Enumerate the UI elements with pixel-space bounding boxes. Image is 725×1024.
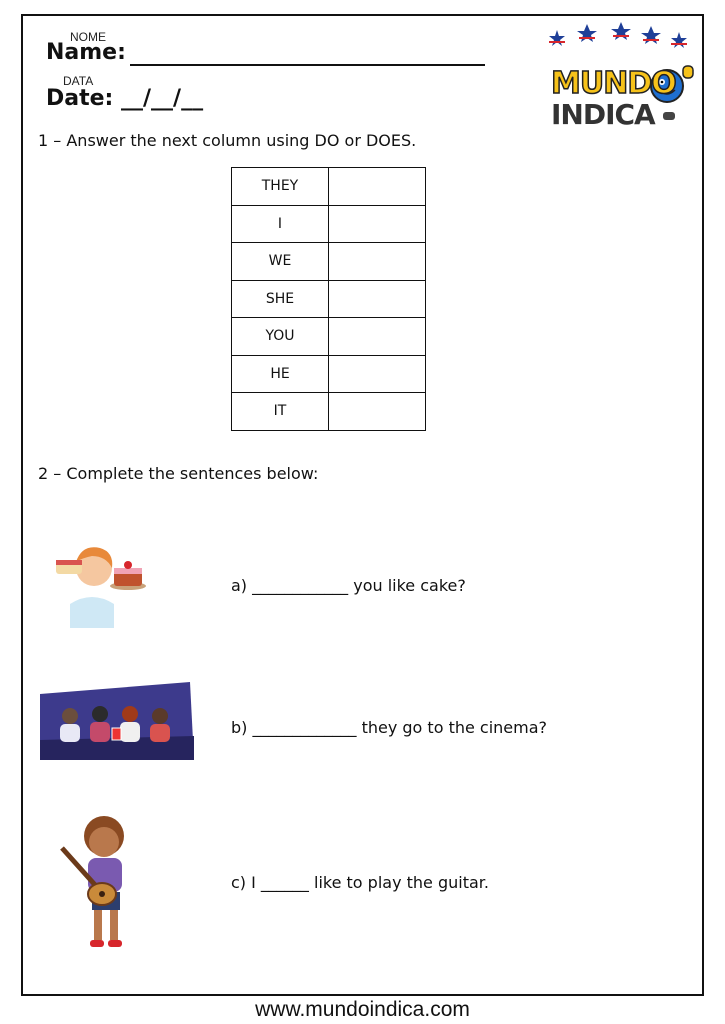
- date-small-label: DATA: [63, 74, 94, 88]
- boy-playing-guitar-illustration: [56, 808, 142, 954]
- table-row: [232, 243, 426, 281]
- pronoun-cell: THEY: [232, 168, 329, 206]
- sentence-a: a) ____________ you like cake?: [231, 576, 466, 595]
- pronoun-cell: WE: [232, 243, 329, 281]
- answer-cell[interactable]: [329, 393, 426, 431]
- name-label: Name:: [46, 40, 126, 65]
- name-small-label: NOME: [70, 30, 106, 44]
- table-row: [232, 168, 426, 206]
- answer-cell[interactable]: [329, 243, 426, 281]
- pronoun-cell: YOU: [232, 318, 329, 356]
- answer-cell[interactable]: [329, 318, 426, 356]
- table-row: [232, 318, 426, 356]
- answer-cell[interactable]: [329, 205, 426, 243]
- date-label: Date: __/__/__: [46, 86, 204, 111]
- table-row: [232, 280, 426, 318]
- sentence-b: b) _____________ they go to the cinema?: [231, 718, 548, 737]
- section2-title: 2 – Complete the sentences below:: [38, 464, 319, 483]
- child-eating-cake-illustration: [52, 540, 148, 628]
- pronoun-table: [231, 167, 426, 431]
- table-row: [232, 205, 426, 243]
- logo-line1: MUNDO: [551, 66, 676, 101]
- pronoun-cell: IT: [232, 393, 329, 431]
- mundo-indica-logo: [545, 22, 705, 134]
- sentence-c: c) I ______ like to play the guitar.: [231, 873, 489, 892]
- table-row: [232, 393, 426, 431]
- answer-cell[interactable]: [329, 280, 426, 318]
- footer-url[interactable]: www.mundoindica.com: [255, 998, 470, 1021]
- answer-cell[interactable]: [329, 168, 426, 206]
- name-line[interactable]: [130, 64, 485, 66]
- logo-line2: INDICA: [551, 98, 655, 131]
- pronoun-cell: I: [232, 205, 329, 243]
- table-row: [232, 355, 426, 393]
- section1-title: 1 – Answer the next column using DO or DOES.: [38, 131, 417, 150]
- answer-cell[interactable]: [329, 355, 426, 393]
- pronoun-cell: SHE: [232, 280, 329, 318]
- pronoun-cell: HE: [232, 355, 329, 393]
- friends-at-cinema-illustration: [40, 682, 194, 760]
